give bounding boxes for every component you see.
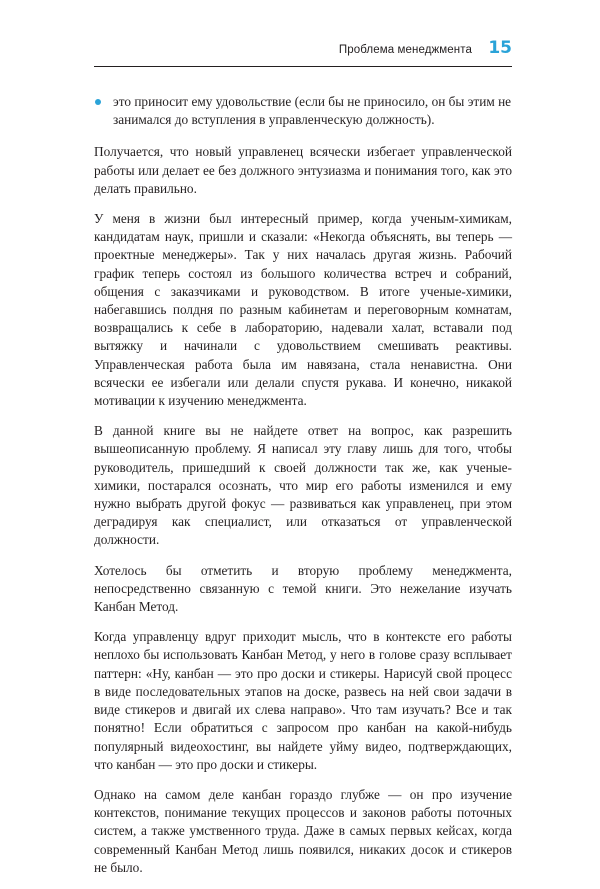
paragraph-3: В данной книге вы не найдете ответ на вопрос, как разрешить вышеописанную проблему. Я написал эту главу лишь для того, чтобы руководитель, пришедший к своей должности так же, как ученые-химики, постарался осознать, что мир его работы изменился и ему нужно выбрать другой фокус — развиваться как управленец, при этом деградируя как специалист, или отказаться от управленческой должности. (94, 423, 512, 548)
bullet-list-item (94, 93, 512, 129)
bullet-text: это приносит ему удовольствие (если бы не приносило, он бы этим не занимался до вступления в управленческую должность). (113, 94, 512, 128)
paragraph-4: Хотелось бы отметить и вторую проблему менеджмента, непосредственно связанную с темой книги. Это нежелание изучать Канбан Метод. (94, 562, 512, 615)
paragraph-1: Получается, что новый управленец всячески избегает управленческой работы или делает ее без должного энтузиазма и понимания того, как это делать правильно. (94, 144, 512, 196)
page-body (94, 93, 512, 889)
header-title: Проблема менеджмента (338, 44, 472, 56)
paragraph-6: Однако на самом деле канбан гораздо глубже — он про изучение контекстов, понимание текущих процессов и законов работы поточных систем, а также умственного труда. Даже в самых первых кейсах, когда современный Канбан Метод лишь появился, никаких досок и стикеров не было. (94, 786, 512, 875)
running-header (94, 38, 512, 67)
bullet-dot-icon (95, 99, 101, 105)
paragraph-5: Когда управленцу вдруг приходит мысль, что в контексте его работы неплохо бы использовать Канбан Метод, у него в голове сразу всплывает паттерн: «Ну, канбан — это про доски и стикеры. Нарисуй свой процесс в виде последовательных этапов на доске, развесь на ней свои задачи в виде стикеров и двигай их слева направо». Что там изучать? Все и так понятно! Если обратиться с запросом про канбан на какой-нибудь популярный видеохостинг, вы найдете уйму видео, подтверждающих, что канбан — это про доски и стикеры. (94, 629, 512, 772)
paragraph-2: У меня в жизни был интересный пример, когда ученым-химикам, кандидатам наук, пришли и сказали: «Некогда объяснять, вы теперь — проектные менеджеры». Так у них началась другая жизнь. Рабочий график теперь состоял из большого количества встреч и собраний, общения с заказчиками и руководством. В итоге ученые-химики, набегавшись полдня по разным кабинетам и переговорным комнатам, возвращались к себе в лабораторию, надевали халат, вставали под вытяжку и начинали с удовольствием смешивать реактивы. Управленческая работа была им навязана, стала ненавистна. Они всячески ее избегали или делали спустя рукава. И конечно, никакой мотивации к изучению менеджмента. (94, 211, 512, 409)
page-number: 15 (488, 38, 512, 58)
